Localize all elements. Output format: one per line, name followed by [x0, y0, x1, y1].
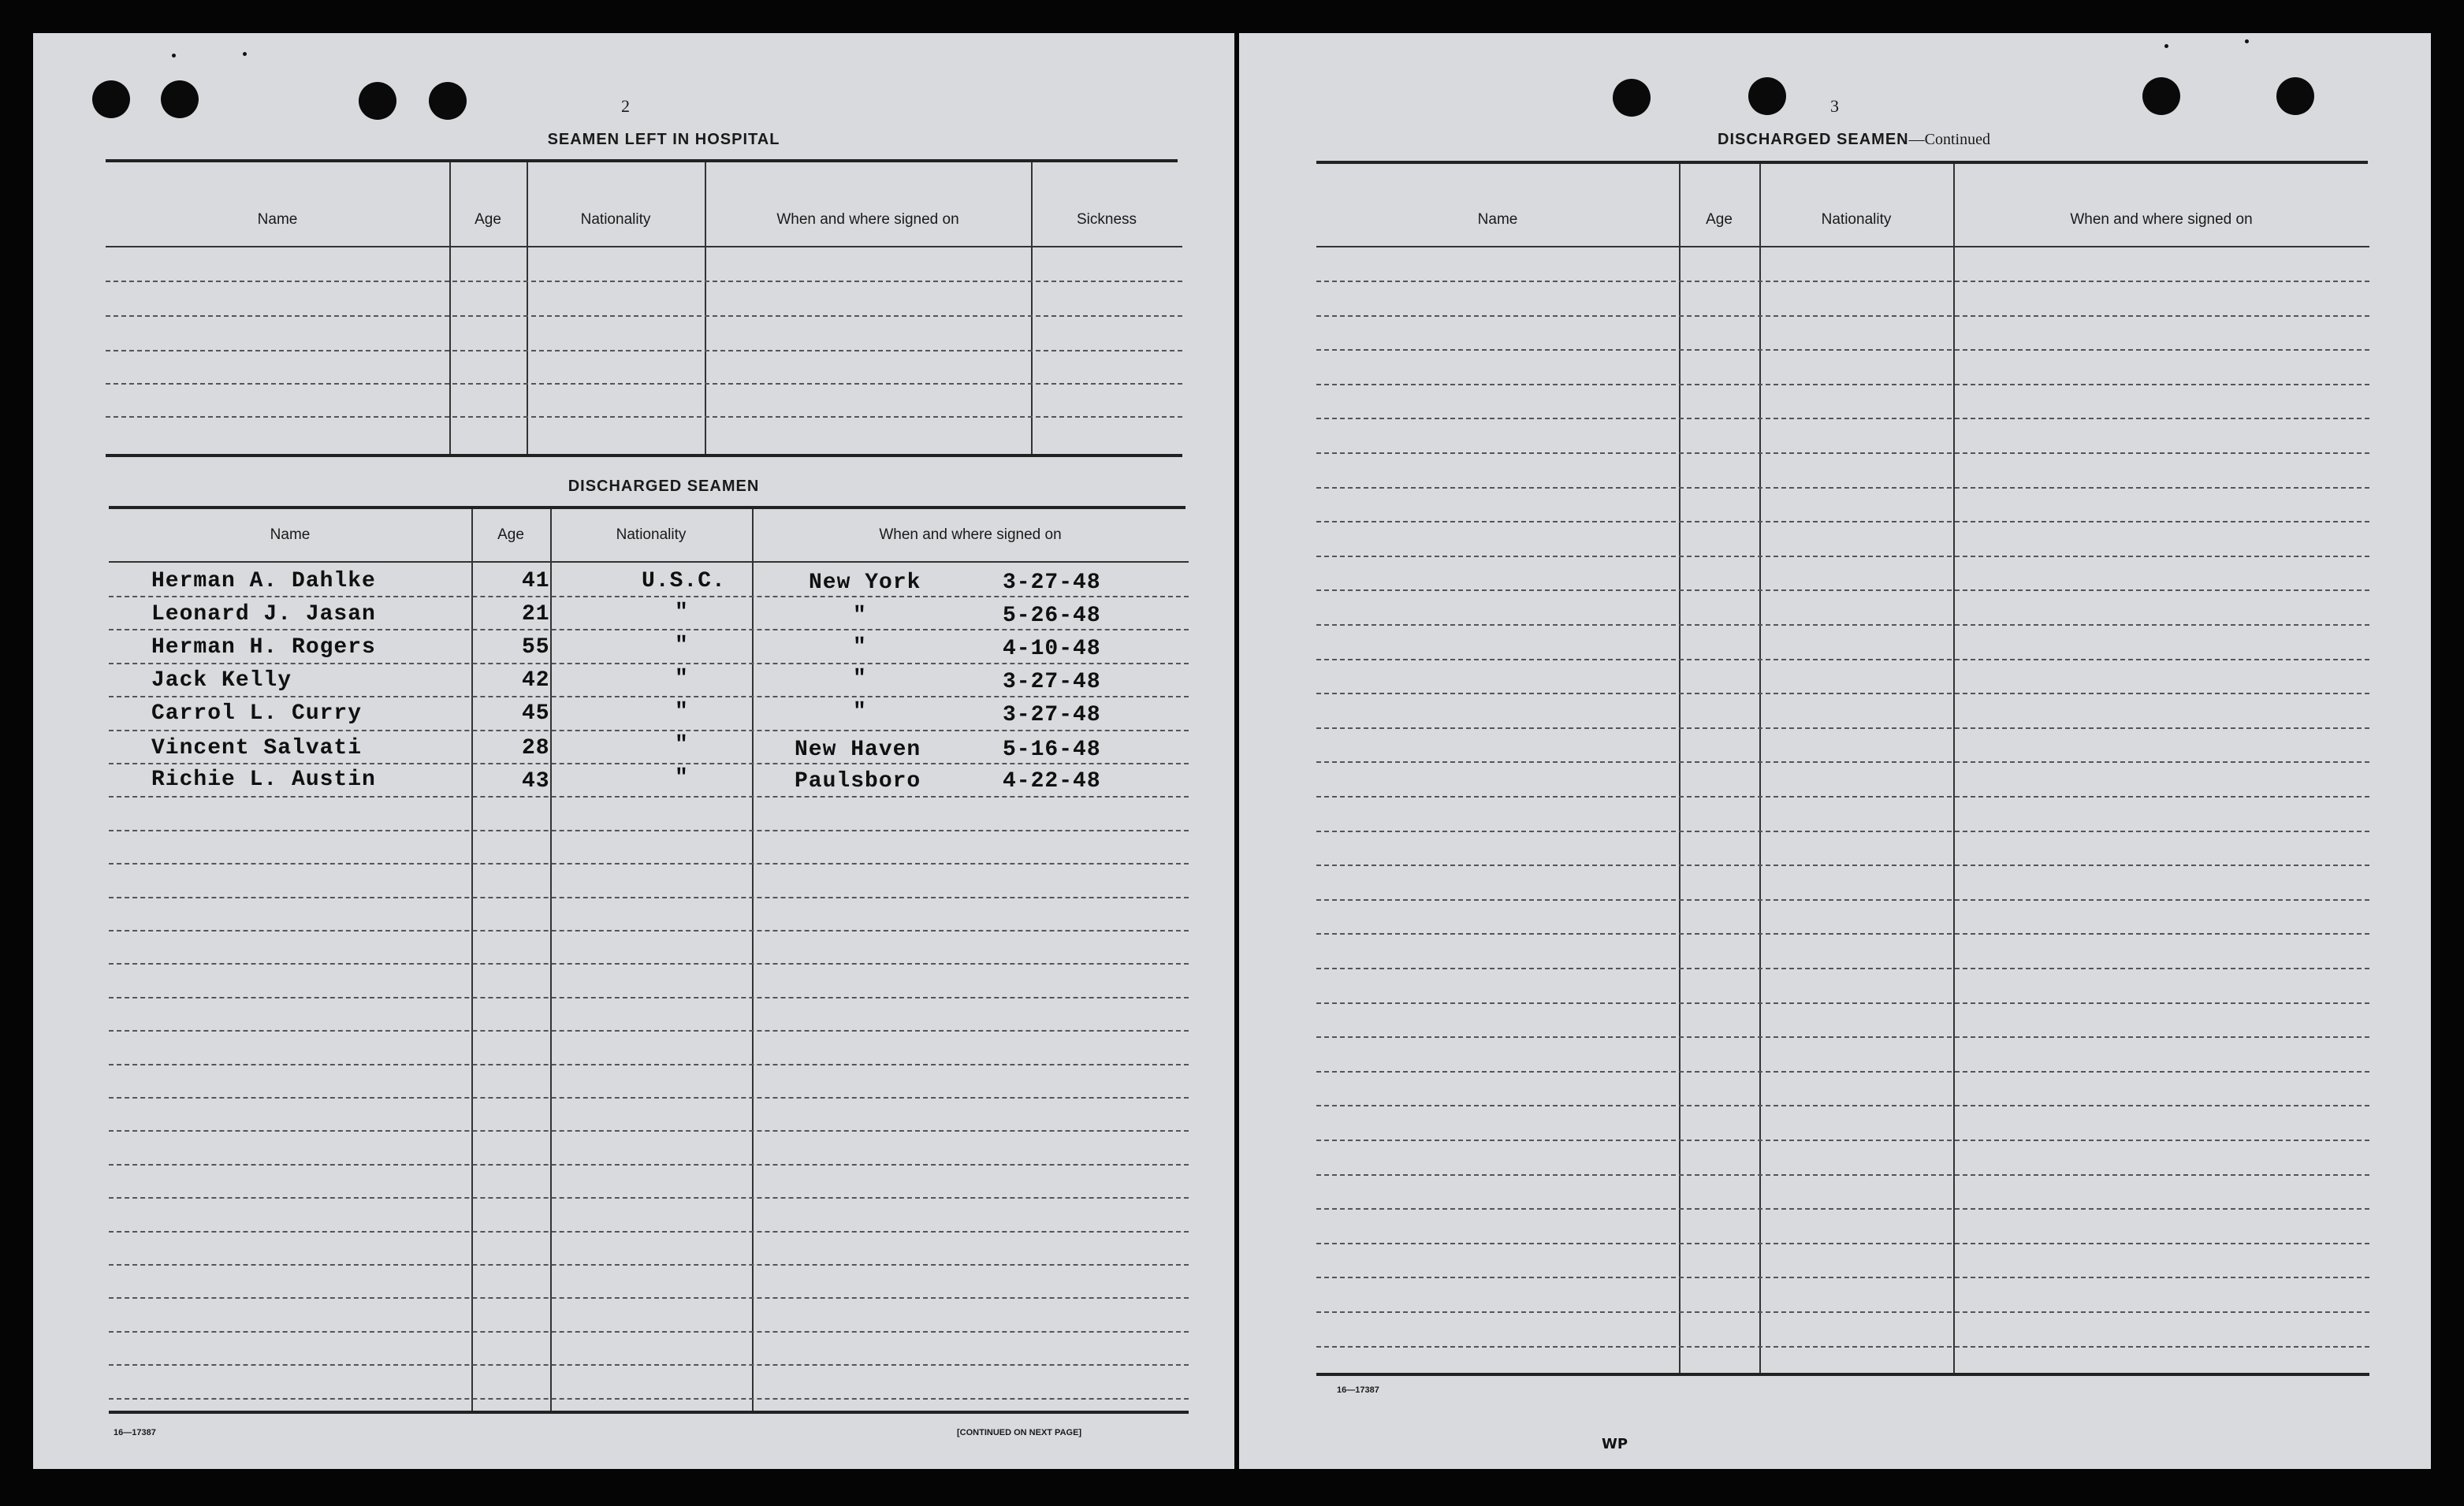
ruled-line — [1316, 831, 2369, 832]
form-number: 16—17387 — [1337, 1385, 1379, 1395]
punch-hole — [1613, 79, 1651, 117]
seaman-nationality: " — [675, 601, 689, 625]
section-divider — [106, 454, 1182, 457]
ruled-line — [1316, 899, 2369, 901]
punch-hole — [2276, 77, 2314, 115]
punch-hole — [92, 80, 130, 118]
stamp-mark: WP — [1602, 1436, 1628, 1452]
ruled-line — [1316, 727, 2369, 729]
seaman-age: 21 — [522, 602, 550, 627]
page-number: 2 — [621, 96, 630, 116]
seaman-nationality: " — [675, 700, 689, 724]
signed-on-date: 4-10-48 — [1003, 637, 1101, 661]
column-header-nationality: Nationality — [1821, 211, 1892, 228]
ruled-line — [109, 1264, 1189, 1266]
ruled-line — [1316, 624, 2369, 626]
ruled-line — [1316, 556, 2369, 557]
ruled-line — [109, 629, 1189, 630]
seaman-name: Richie L. Austin — [151, 768, 376, 792]
seaman-age: 43 — [522, 769, 550, 794]
column-header-name: Name — [1477, 211, 1518, 228]
seaman-age: 45 — [522, 701, 550, 726]
column-header-age: Age — [475, 211, 501, 228]
ruled-line — [109, 796, 1189, 798]
ruled-line — [109, 1331, 1189, 1333]
signed-on-place: " — [853, 667, 867, 691]
ruled-line — [109, 596, 1189, 597]
ruled-line — [1316, 1208, 2369, 1210]
title-continued: —Continued — [1908, 131, 1990, 148]
ruled-line — [1316, 1311, 2369, 1313]
signed-on-place: New York — [809, 571, 921, 595]
ruled-line — [109, 830, 1189, 831]
signed-on-date: 3-27-48 — [1003, 703, 1101, 727]
ruled-line — [1316, 1277, 2369, 1278]
seaman-age: 55 — [522, 635, 550, 660]
seaman-name: Vincent Salvati — [151, 736, 363, 760]
signed-on-date: 5-26-48 — [1003, 604, 1101, 628]
ruled-line — [1316, 281, 2369, 282]
ruled-line — [1316, 1174, 2369, 1176]
seaman-name: Herman H. Rogers — [151, 635, 376, 660]
seaman-name: Herman A. Dahlke — [151, 569, 376, 593]
ruled-line — [109, 1164, 1189, 1166]
discharged-continued-table — [1316, 164, 2369, 1373]
discharged-continued-title — [1617, 131, 2090, 149]
bottom-rule — [109, 1411, 1189, 1414]
ruled-line — [1316, 1036, 2369, 1038]
ruled-line — [1316, 384, 2369, 385]
speck — [2164, 44, 2168, 48]
ruled-line — [109, 763, 1189, 764]
ruled-line — [109, 663, 1189, 664]
seaman-name: Leonard J. Jasan — [151, 602, 376, 627]
column-header-name: Name — [270, 526, 311, 543]
ruled-line — [1316, 968, 2369, 969]
seaman-nationality: " — [675, 634, 689, 658]
left-page — [33, 33, 1234, 1469]
seaman-name: Jack Kelly — [151, 668, 292, 693]
ruled-line — [1316, 1243, 2369, 1244]
ruled-line — [1316, 452, 2369, 454]
signed-on-place: " — [853, 604, 867, 628]
column-header-nationality: Nationality — [616, 526, 687, 543]
discharged-section-title: DISCHARGED SEAMEN — [568, 478, 760, 495]
ruled-line — [1316, 659, 2369, 660]
ruled-line — [1316, 1105, 2369, 1106]
ruled-line — [1316, 933, 2369, 935]
ruled-line — [109, 1364, 1189, 1366]
punch-hole — [359, 82, 396, 120]
ruled-line — [109, 1064, 1189, 1065]
right-page — [1239, 33, 2431, 1469]
seaman-age: 28 — [522, 736, 550, 760]
ruled-line — [1316, 589, 2369, 591]
ruled-line — [109, 997, 1189, 998]
column-header-when-where: When and where signed on — [776, 211, 959, 228]
continued-note: [CONTINUED ON NEXT PAGE] — [957, 1428, 1082, 1437]
speck — [172, 54, 176, 58]
signed-on-place: " — [853, 635, 867, 660]
ruled-line — [1316, 1071, 2369, 1073]
hospital-table — [106, 162, 1182, 457]
ruled-line — [109, 897, 1189, 898]
ruled-line — [1316, 796, 2369, 798]
signed-on-place: New Haven — [795, 738, 921, 762]
ruled-line — [1316, 1002, 2369, 1004]
speck — [243, 52, 247, 56]
ruled-line — [1316, 1140, 2369, 1141]
discharged-table — [109, 509, 1189, 1411]
title-main: DISCHARGED SEAMEN — [1718, 131, 1909, 148]
signed-on-date: 5-16-48 — [1003, 738, 1101, 762]
ruled-line — [1316, 521, 2369, 522]
seaman-age: 41 — [522, 569, 550, 593]
column-header-age: Age — [1706, 211, 1733, 228]
ruled-line — [109, 1197, 1189, 1199]
ruled-line — [109, 963, 1189, 965]
hospital-section-title: SEAMEN LEFT IN HOSPITAL — [547, 131, 780, 148]
ruled-line — [1316, 865, 2369, 866]
ruled-line — [109, 1030, 1189, 1032]
ruled-line — [109, 863, 1189, 865]
seaman-nationality: U.S.C. — [642, 569, 726, 593]
speck — [2245, 39, 2249, 43]
form-number: 16—17387 — [114, 1428, 156, 1437]
signed-on-place: Paulsboro — [795, 769, 921, 794]
ruled-line — [109, 1398, 1189, 1400]
seaman-nationality: " — [675, 733, 689, 757]
seaman-nationality: " — [675, 667, 689, 691]
column-header-name: Name — [257, 211, 298, 228]
column-header-when-where: When and where signed on — [2070, 211, 2253, 228]
column-header-age: Age — [497, 526, 524, 543]
ruled-line — [109, 730, 1189, 731]
ruled-line — [109, 1097, 1189, 1099]
ruled-line — [1316, 315, 2369, 317]
ruled-line — [109, 696, 1189, 697]
punch-hole — [1748, 77, 1786, 115]
ruled-line — [1316, 349, 2369, 351]
ruled-line — [109, 1130, 1189, 1132]
punch-hole — [2142, 77, 2180, 115]
signed-on-date: 3-27-48 — [1003, 571, 1101, 595]
ruled-line — [1316, 1346, 2369, 1348]
seaman-name: Carrol L. Curry — [151, 701, 363, 726]
punch-hole — [161, 80, 199, 118]
ruled-line — [1316, 487, 2369, 489]
signed-on-date: 4-22-48 — [1003, 769, 1101, 794]
ruled-line — [1316, 418, 2369, 419]
punch-hole — [429, 82, 467, 120]
signed-on-date: 3-27-48 — [1003, 670, 1101, 694]
bottom-rule — [1316, 1373, 2369, 1376]
column-header-when-where: When and where signed on — [879, 526, 1062, 543]
seaman-age: 42 — [522, 668, 550, 693]
ruled-line — [109, 1297, 1189, 1299]
ruled-line — [109, 1231, 1189, 1233]
column-header-sickness: Sickness — [1076, 211, 1137, 228]
page-number: 3 — [1830, 96, 1839, 116]
seaman-nationality: " — [675, 766, 689, 790]
column-header-nationality: Nationality — [580, 211, 651, 228]
ruled-line — [1316, 761, 2369, 763]
ruled-line — [109, 930, 1189, 931]
ruled-line — [1316, 693, 2369, 694]
signed-on-place: " — [853, 700, 867, 724]
